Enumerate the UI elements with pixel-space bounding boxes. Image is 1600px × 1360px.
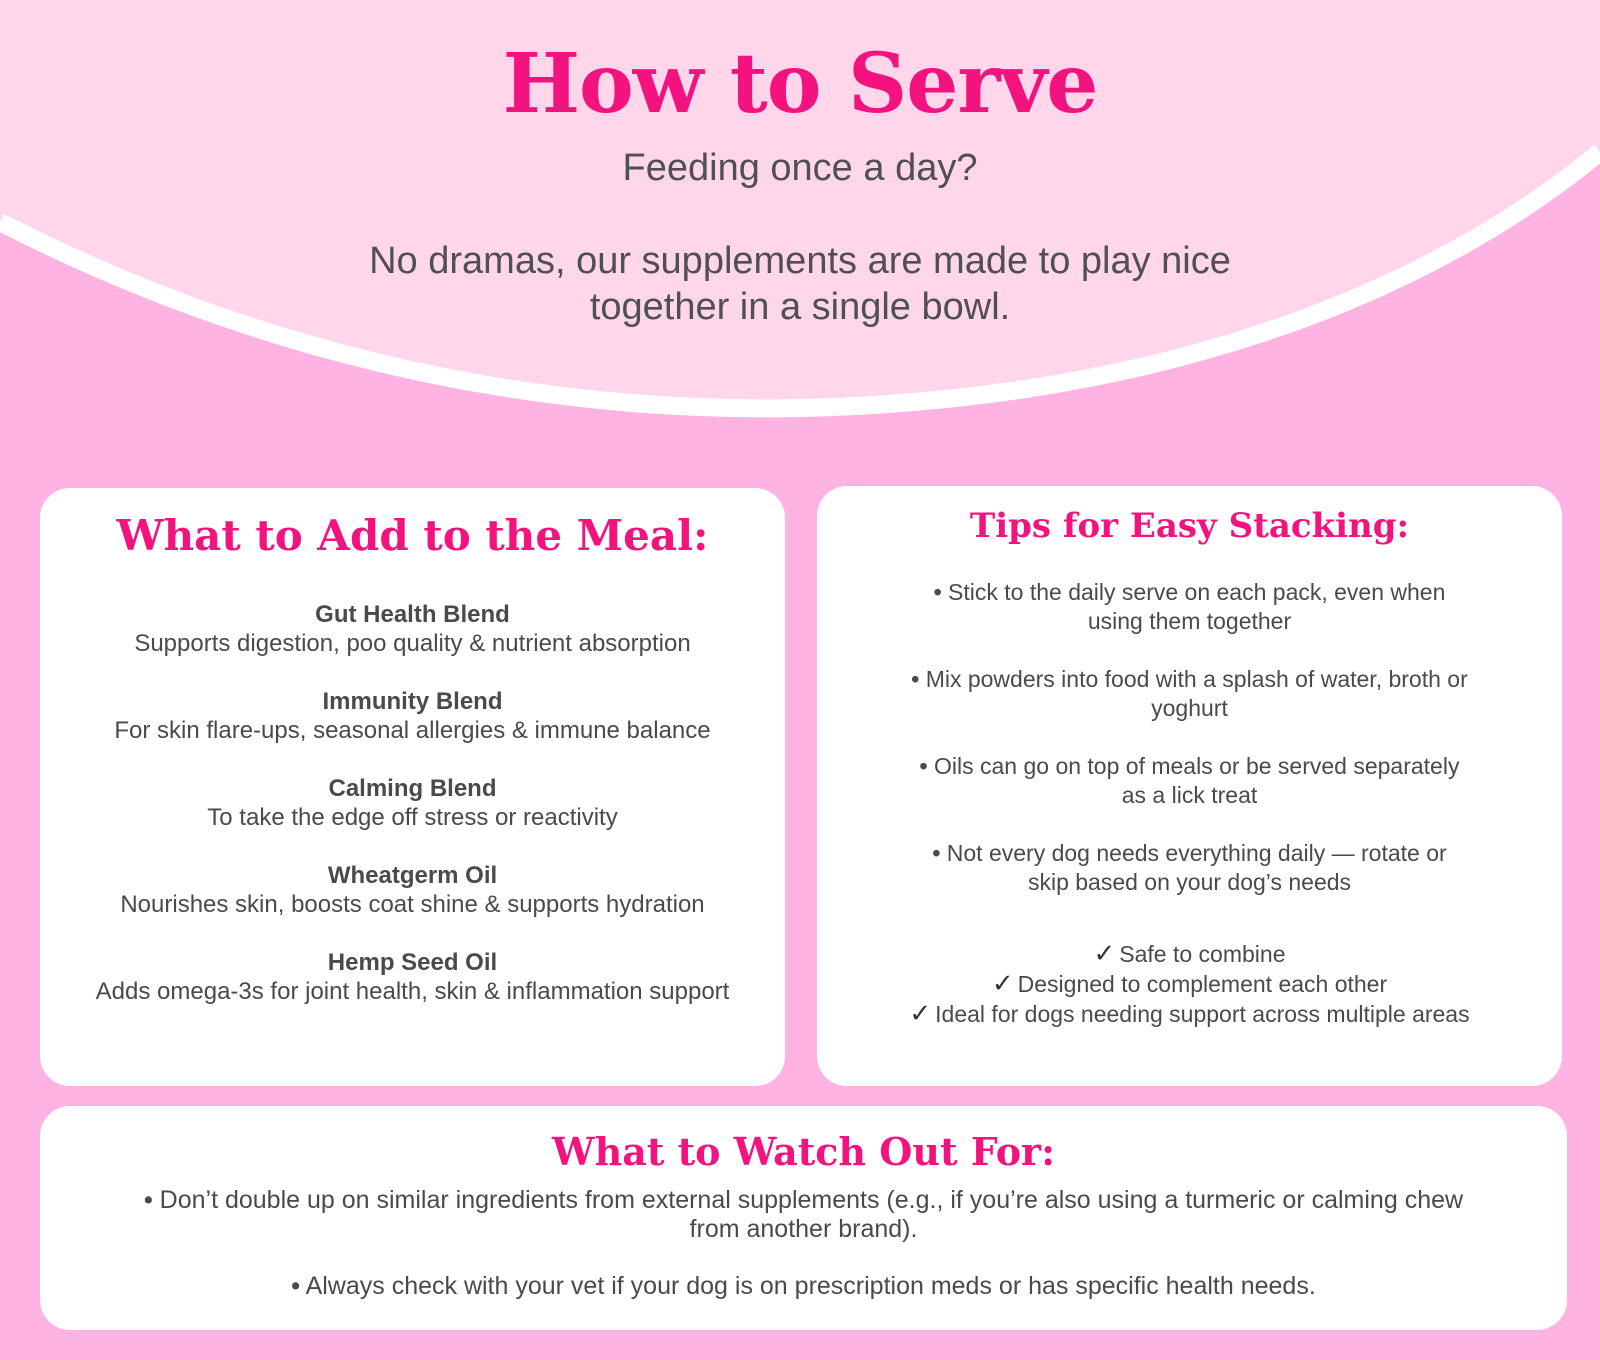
tip-text: Mix powders into food with a splash of water, broth or yoghurt bbox=[925, 666, 1468, 721]
tip-item bbox=[867, 839, 1512, 897]
tips-title: Tips for Easy Stacking: bbox=[969, 506, 1410, 546]
supplement-description: For skin flare-ups, seasonal allergies & immune balance bbox=[114, 717, 711, 744]
page-title: How to Serve bbox=[502, 36, 1098, 132]
supplement-name: Gut Health Blend bbox=[315, 601, 510, 628]
checkmark-icon: ✓ bbox=[991, 968, 1014, 998]
tip-item bbox=[867, 578, 1512, 636]
tips-card bbox=[817, 486, 1562, 1086]
bullet-icon: • bbox=[932, 840, 941, 866]
supplement-description: To take the edge off stress or reactivity bbox=[207, 804, 618, 831]
warning-item bbox=[140, 1272, 1467, 1301]
supplement-item bbox=[70, 600, 755, 658]
bullet-icon: • bbox=[933, 579, 942, 605]
tips-list bbox=[817, 578, 1562, 897]
what-to-add-card bbox=[40, 488, 785, 1086]
warning-list bbox=[40, 1186, 1567, 1301]
hero-question: Feeding once a day? bbox=[622, 147, 978, 189]
checklist-text: Ideal for dogs needing support across multiple areas bbox=[935, 1001, 1470, 1027]
supplement-name: Immunity Blend bbox=[322, 688, 503, 715]
tip-item bbox=[867, 665, 1512, 723]
bullet-icon: • bbox=[143, 1186, 153, 1214]
hero-message: No dramas, our supplements are made to play nice together in a single bowl. bbox=[369, 240, 1231, 328]
checklist-item bbox=[817, 939, 1562, 969]
benefits-checklist bbox=[817, 939, 1562, 1029]
supplement-description: Supports digestion, poo quality & nutrient absorption bbox=[134, 630, 691, 657]
warning-text: Always check with your vet if your dog is on prescription meds or has specific health needs. bbox=[305, 1272, 1316, 1300]
bullet-icon: • bbox=[911, 666, 920, 692]
watch-out-card bbox=[40, 1106, 1567, 1330]
checklist-item bbox=[817, 969, 1562, 999]
supplement-item bbox=[70, 774, 755, 832]
checkmark-icon: ✓ bbox=[909, 998, 932, 1028]
supplement-name: Hemp Seed Oil bbox=[327, 949, 498, 976]
checklist-item bbox=[817, 999, 1562, 1029]
supplement-item bbox=[70, 861, 755, 919]
supplement-name: Wheatgerm Oil bbox=[327, 862, 498, 889]
supplement-description: Nourishes skin, boosts coat shine & supports hydration bbox=[120, 891, 705, 918]
checkmark-icon: ✓ bbox=[1093, 938, 1116, 968]
tip-text: Oils can go on top of meals or be served separately as a lick treat bbox=[934, 753, 1460, 808]
supplement-name: Calming Blend bbox=[328, 775, 497, 802]
tip-text: Stick to the daily serve on each pack, even when using them together bbox=[948, 579, 1446, 634]
watch-out-title: What to Watch Out For: bbox=[551, 1129, 1056, 1174]
supplement-item bbox=[70, 948, 755, 1006]
checklist-text: Safe to combine bbox=[1119, 941, 1286, 967]
tip-item bbox=[867, 752, 1512, 810]
supplement-description: Adds omega-3s for joint health, skin & inflammation support bbox=[95, 978, 730, 1005]
warning-text: Don’t double up on similar ingredients from external supplements (e.g., if you’re also using a turmeric or calming chew from another brand). bbox=[159, 1186, 1464, 1243]
tip-text: Not every dog needs everything daily — rotate or skip based on your dog’s needs bbox=[946, 840, 1447, 895]
bullet-icon: • bbox=[919, 753, 928, 779]
what-to-add-title: What to Add to the Meal: bbox=[116, 511, 709, 560]
warning-item bbox=[140, 1186, 1467, 1244]
bullet-icon: • bbox=[291, 1272, 300, 1300]
supplement-item bbox=[70, 687, 755, 745]
checklist-text: Designed to complement each other bbox=[1017, 971, 1388, 997]
supplement-list bbox=[40, 600, 785, 1006]
